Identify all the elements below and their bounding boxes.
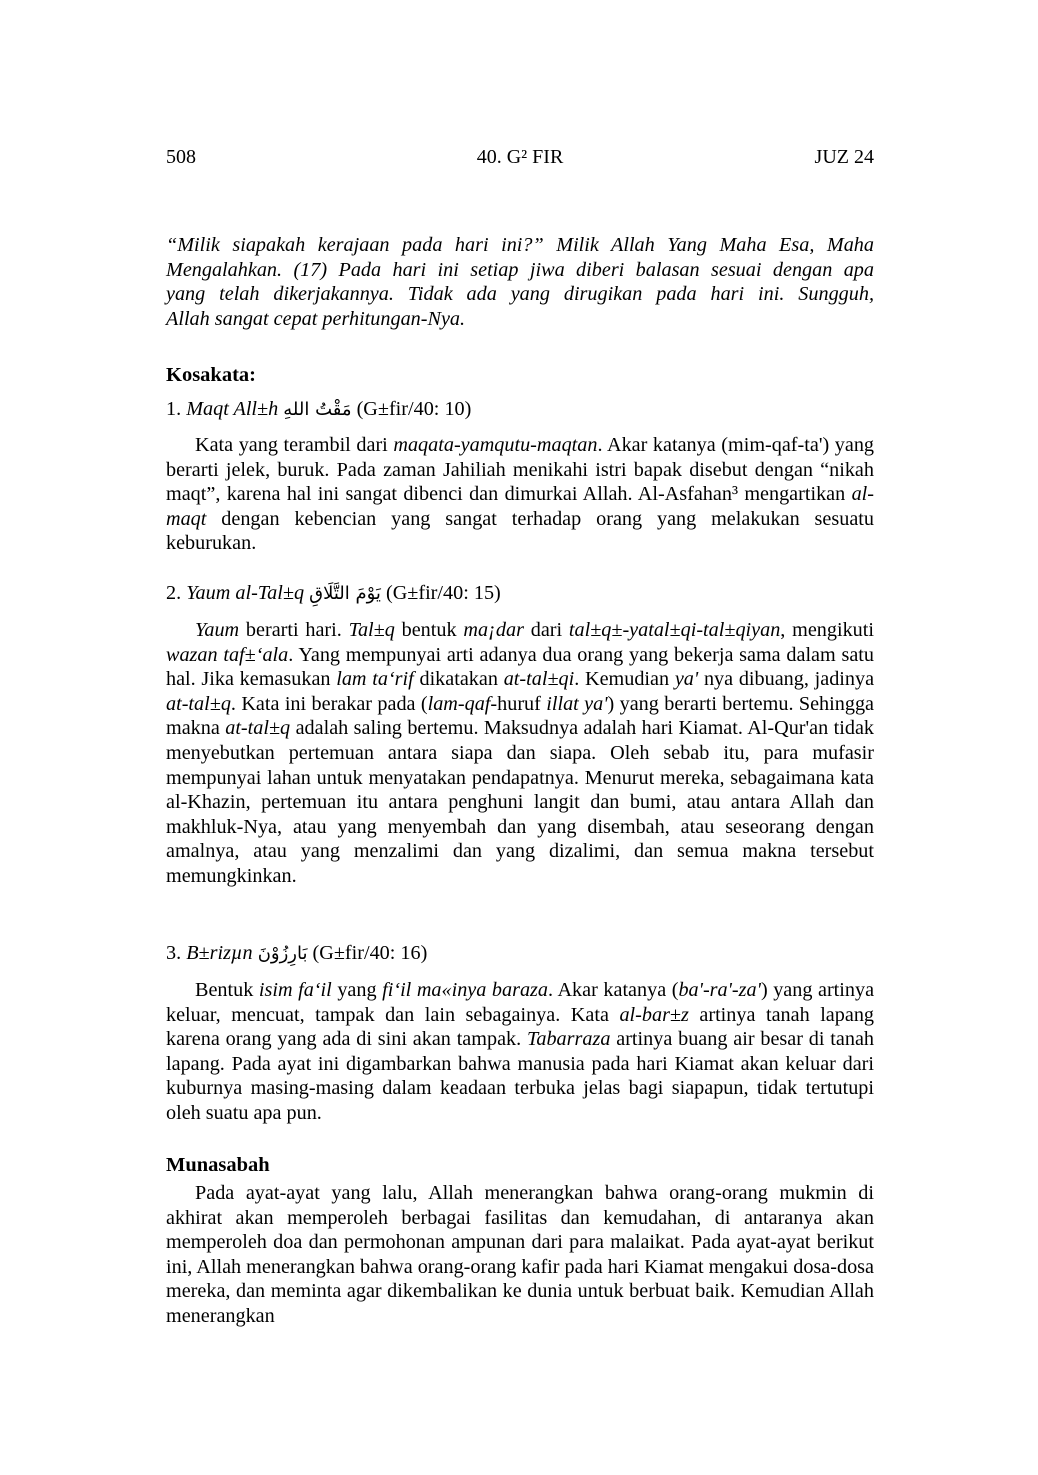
vocab-item-2-explanation (166, 618, 874, 889)
text: . Kemudian (574, 668, 670, 691)
text: dengan kebencian yang sangat terhadap orang yang melakukan sesuatu keburukan. (166, 507, 874, 555)
text: adalah saling bertemu. Maksudnya adalah hari Kiamat. Al-Qur'an tidak menyebutkan pertemuan antara siapa dan siapa. Oleh sebab itu, para mufasir mempunyai lahan untuk menyatakan pendapatnya. Menurut mereka, sebagaimana kata al-Khazin, pertemuan itu antara penghuni langit dan bumi, atau antara Allah dan makhluk-Nya, atau yang menyembah dan yang disembah, atau seseorang dengan amalnya, atau yang menzalimi dan yang dizalimi, dan semua makna tersebut memungkinkan. (166, 717, 874, 887)
text: . Akar katanya ( (548, 979, 679, 1001)
vocab-term: Yaum al-Tal±q (186, 582, 305, 604)
vocab-item-1 (166, 396, 874, 423)
text: . Yang mempunyai arti adanya dua orang yang bekerja sama dalam satu hal. Jika kemasukan (166, 643, 874, 691)
text-italic: illat ya' (546, 692, 608, 715)
text: huruf (497, 692, 541, 715)
text: nya dibuang, jadinya (703, 668, 875, 691)
text: ) yang berarti bertemu. Sehingga makna (166, 692, 874, 740)
vocab-item-3 (166, 940, 874, 967)
verse-line: Mengalahkan. (17) Pada hari ini setiap jiwa diberi balasan sesuai dengan apa (166, 258, 874, 281)
text-italic: maqata-yamqutu-maqtan (393, 434, 598, 456)
text: berarti hari. (245, 619, 342, 641)
arabic-term: يَوْمَ التَّلَاقِ (309, 583, 381, 604)
text: yang (337, 979, 377, 1001)
munasabah-heading: Munasabah (166, 1154, 270, 1176)
text: . Akar katanya (mim-qaf-ta') yang berarti jelek, buruk. Pada zaman Jahiliah menikahi istri bapak disebut dengan “nikah maqt”, karena hal ini sangat dibenci dan dimurkai Allah. Al-Asfahan³ mengartikan (166, 434, 875, 506)
text: bentuk (401, 619, 457, 641)
chapter-title: 40. G² FIR (476, 146, 564, 168)
verse-translation (166, 233, 874, 331)
vocab-item-1-explanation (166, 433, 874, 556)
verse-reference: (G±fir/40: 16) (312, 942, 428, 964)
text-italic: ba'-ra'-za' (678, 979, 761, 1001)
text: , mengikuti (780, 619, 874, 641)
vocab-item-3-explanation (166, 978, 874, 1126)
text-italic: isim fa‘il (258, 979, 332, 1001)
munasabah-text: Pada ayat-ayat yang lalu, Allah menerangkan bahwa orang-orang mukmin di akhirat akan memperoleh berbagai fasilitas dan kemudahan, di antaranya akan memperoleh doa dan permohonan ampunan dari para malaikat. Pada ayat-ayat berikut ini, Allah menerangkan bahwa orang-orang kafir pada hari Kiamat mengakui dosa-dosa mereka, dan meminta agar dikembalikan ke dunia untuk berbuat baik. Kemudian Allah menerangkan (166, 1182, 874, 1327)
verse-line: “Milik siapakah kerajaan pada hari ini?” Milik Allah Yang Maha Esa, Maha (166, 234, 874, 256)
vocab-term: Maqt All±h (186, 398, 279, 420)
juz-label: JUZ 24 (814, 146, 874, 168)
arabic-term: بَارِزُوْنَ (257, 943, 308, 964)
page-number: 508 (166, 146, 196, 168)
text-italic: Tal±q (348, 619, 395, 641)
vocab-term: B±rizµn (186, 942, 253, 964)
text-italic: Tabarraza (527, 1028, 611, 1051)
text: Kata yang terambil dari (195, 434, 388, 456)
verse-reference: (G±fir/40: 10) (356, 398, 472, 420)
arabic-term: مَقْتُ اللهِ (283, 399, 352, 420)
text: . Kata ini berakar pada ( (230, 692, 428, 715)
text-italic: lam ta‘rif (336, 668, 414, 691)
text-italic: wazan taf±‘ala (166, 643, 289, 666)
item-number: 2. (166, 582, 182, 604)
text-italic: al-maqt (166, 483, 874, 530)
vocab-item-2 (166, 580, 874, 607)
text: artinya tanah lapang karena orang yang ada di sini akan tampak. (166, 1003, 875, 1051)
text-italic: ma¡dar (463, 619, 524, 641)
text: Bentuk (195, 979, 254, 1001)
text-italic: ya' (674, 668, 699, 691)
text: dikatakan (419, 668, 498, 691)
text-italic: tal±q±-yatal±qi-tal±qiyan (568, 619, 781, 641)
text: artinya buang air besar di tanah lapang. Pada ayat ini digambarkan bahwa manusia pada hari Kiamat akan keluar dari kuburnya masing-masing dalam keadaan terbuka jelas bagi siapapun, tidak tertutupi oleh suatu apa pun. (166, 1028, 875, 1124)
text-italic: lam-qaf- (427, 692, 498, 715)
kosakata-heading: Kosakata: (166, 364, 256, 386)
text-italic: fi‘il ma«inya baraza (382, 979, 548, 1001)
text-italic: al-bar±z (619, 1003, 689, 1026)
text: dari (530, 619, 563, 641)
verse-line: Allah sangat cepat perhitungan-Nya. (166, 307, 466, 330)
verse-line: yang telah dikerjakannya. Tidak ada yang dirugikan pada hari ini. Sungguh, (166, 283, 874, 306)
text-italic: Yaum (195, 619, 240, 641)
text: ) yang artinya keluar, mencuat, tampak dan lain sebagainya. Kata (166, 979, 875, 1026)
text-italic: at-tal±q (166, 692, 231, 715)
running-header (166, 146, 874, 172)
item-number: 3. (166, 942, 182, 964)
item-number: 1. (166, 398, 182, 420)
text-italic: at-tal±qi (503, 668, 575, 691)
text-italic: at-tal±q (225, 717, 291, 740)
verse-reference: (G±fir/40: 15) (385, 582, 501, 604)
